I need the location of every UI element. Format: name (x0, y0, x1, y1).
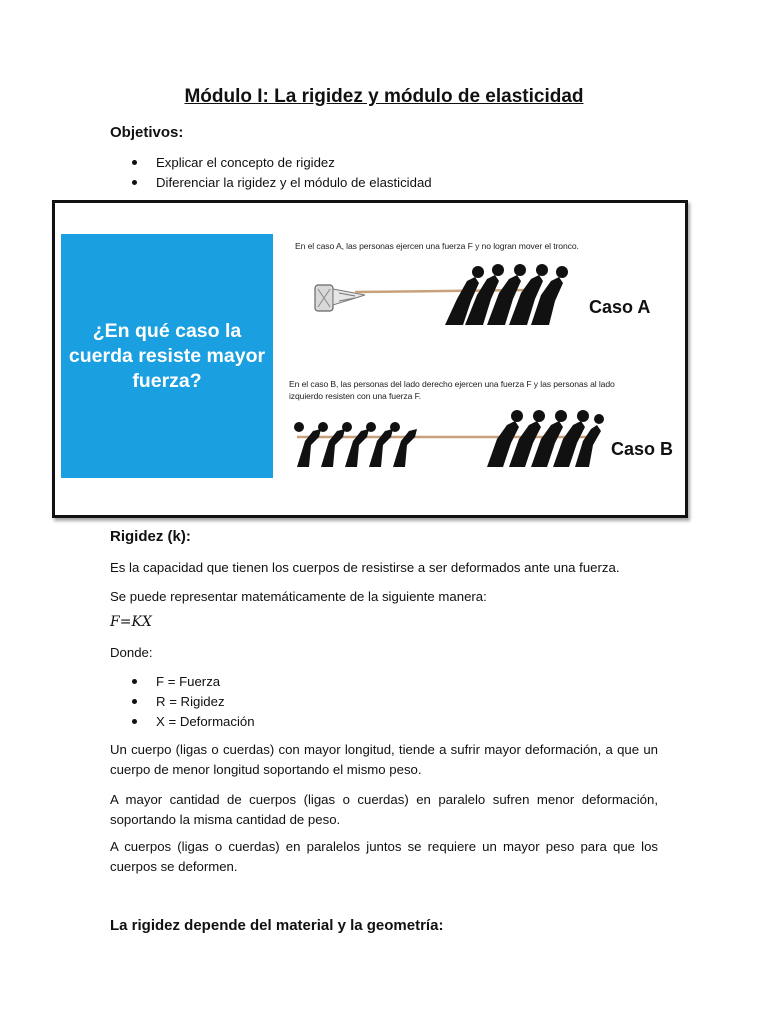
list-item: X = Deformación (110, 712, 255, 732)
question-panel (61, 234, 273, 478)
caso-b-label: Caso B (611, 439, 674, 459)
rigidez-heading: Rigidez (k): (110, 528, 191, 545)
list-item: Explicar el concepto de rigidez (110, 153, 432, 173)
terms-list (110, 672, 255, 732)
objetivos-list (110, 153, 432, 193)
paragraph-paralelo: A mayor cantidad de cuerpos (ligas o cuerdas) en paralelo sufren menor deformación, soportando la misma cantidad de peso. (110, 792, 658, 827)
tug-of-war-figure (52, 200, 688, 518)
page-title: Módulo I: La rigidez y módulo de elasticidad (184, 86, 584, 107)
list-item: Diferenciar la rigidez y el módulo de elasticidad (110, 173, 432, 193)
objetivos-heading: Objetivos: (110, 124, 184, 141)
paragraph-peso: A cuerpos (ligas o cuerdas) en paralelos juntos se requiere un mayor peso para que los cuerpos se deformen. (110, 839, 658, 874)
list-item: F = Fuerza (110, 672, 255, 692)
rigidez-definition: Es la capacidad que tienen los cuerpos de resistirse a ser deformados ante una fuerza. (110, 560, 620, 575)
material-heading: La rigidez depende del material y la geometría: (110, 917, 444, 934)
caso-b-caption-line2: izquierdo resisten con una fuerza F. (289, 391, 422, 401)
left-pullers-icon (294, 422, 417, 467)
formula: F=KX (110, 614, 152, 630)
caso-a-illustration (295, 259, 595, 339)
paragraph-longitud: Un cuerpo (ligas o cuerdas) con mayor longitud, tiende a sufrir mayor deformación, a que un cuerpo de menor longitud soportando el mismo peso. (110, 742, 658, 777)
caso-a-label: Caso A (589, 297, 651, 317)
caso-a-caption: En el caso A, las personas ejercen una fuerza F y no logran mover el tronco. (295, 241, 579, 251)
caso-b-illustration (287, 407, 607, 479)
right-pullers-icon (487, 410, 604, 467)
log-icon (315, 285, 365, 311)
list-item: R = Rigidez (110, 692, 255, 712)
rigidez-intro: Se puede representar matemáticamente de la siguiente manera: (110, 589, 487, 604)
caso-b-caption-line1: En el caso B, las personas del lado derecho ejercen una fuerza F y las personas al lado (289, 379, 615, 389)
donde-label: Donde: (110, 645, 153, 660)
pullers-icon (445, 264, 568, 325)
question-text: ¿En qué caso la cuerda resiste mayor fuerza? (68, 319, 266, 392)
